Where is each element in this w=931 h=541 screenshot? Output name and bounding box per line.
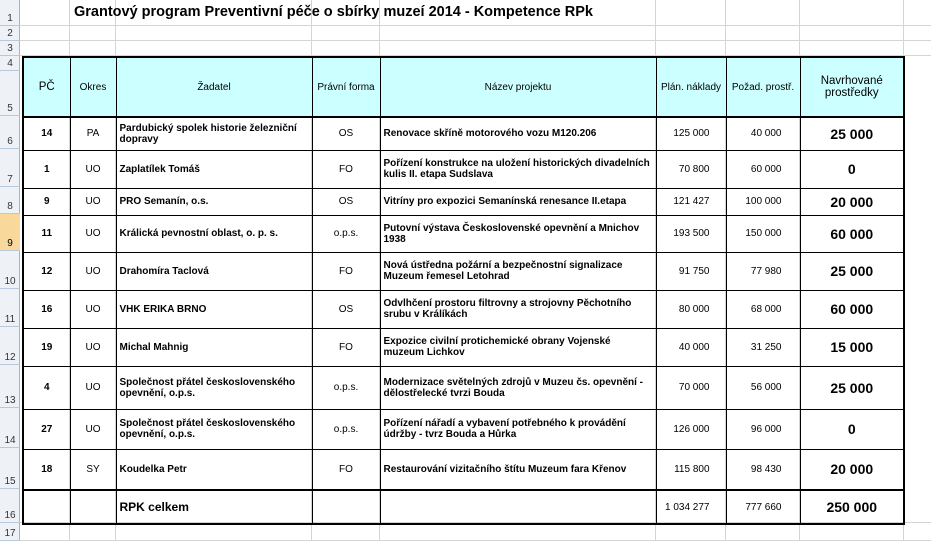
cell-pozad[interactable]: 60 000 [726, 150, 800, 188]
table-row [23, 449, 904, 490]
row-number[interactable]: 17 [0, 523, 20, 541]
cell-zadatel[interactable]: Pardubický spolek historie železniční dopravy [116, 117, 312, 150]
cell-navrh[interactable]: 25 000 [800, 117, 904, 150]
cell-projekt[interactable]: Vitríny pro expozici Semanínská renesance II.etapa [380, 188, 656, 215]
header-navrhovane[interactable]: Navrhované prostředky [800, 57, 904, 117]
cell-plan[interactable]: 91 750 [656, 252, 726, 290]
cell-navrh[interactable]: 0 [800, 409, 904, 449]
cell-pozad[interactable]: 68 000 [726, 290, 800, 328]
cell-pozad[interactable]: 77 980 [726, 252, 800, 290]
cell-okres[interactable]: UO [70, 328, 116, 366]
cell-okres[interactable]: UO [70, 409, 116, 449]
cell-plan[interactable]: 125 000 [656, 117, 726, 150]
cell-navrh[interactable]: 20 000 [800, 449, 904, 490]
row-number[interactable]: 16 [0, 489, 20, 523]
cell-zadatel[interactable]: Zaplatílek Tomáš [116, 150, 312, 188]
row-number[interactable]: 6 [0, 116, 20, 149]
cell-zadatel[interactable]: VHK ERIKA BRNO [116, 290, 312, 328]
cell-navrh[interactable]: 0 [800, 150, 904, 188]
cell-okres[interactable]: UO [70, 150, 116, 188]
table-row [23, 150, 904, 188]
cell-forma[interactable]: o.p.s. [312, 366, 380, 409]
cell-projekt[interactable]: Nová ústředna požární a bezpečnostní signalizace Muzeum řemesel Letohrad [380, 252, 656, 290]
table-row [23, 117, 904, 150]
cell-forma[interactable]: FO [312, 252, 380, 290]
cell-pozad[interactable]: 100 000 [726, 188, 800, 215]
cell-okres[interactable]: UO [70, 188, 116, 215]
cell-pc[interactable]: 27 [23, 409, 70, 449]
cell-projekt[interactable]: Pořízení nářadí a vybavení potřebného k provádění údržby - tvrz Bouda a Hůrka [380, 409, 656, 449]
header-pravni-forma[interactable]: Právní forma [312, 57, 380, 117]
cell-okres[interactable]: PA [70, 117, 116, 150]
header-okres[interactable]: Okres [70, 57, 116, 117]
cell-projekt[interactable]: Putovní výstava Československé opevnění a Mnichov 1938 [380, 215, 656, 252]
cell-plan[interactable]: 121 427 [656, 188, 726, 215]
total-empty-cell[interactable] [23, 490, 70, 524]
total-row [23, 490, 904, 524]
cell-zadatel[interactable]: PRO Semanín, o.s. [116, 188, 312, 215]
header-plan-naklady[interactable]: Plán. náklady [656, 57, 726, 117]
row-number[interactable]: 8 [0, 187, 20, 214]
cell-zadatel[interactable]: Společnost přátel československého opevnění, o.p.s. [116, 409, 312, 449]
cell-pc[interactable]: 19 [23, 328, 70, 366]
cell-zadatel[interactable]: Drahomíra Taclová [116, 252, 312, 290]
cell-okres[interactable]: UO [70, 366, 116, 409]
cell-plan[interactable]: 80 000 [656, 290, 726, 328]
cell-navrh[interactable]: 25 000 [800, 366, 904, 409]
cell-okres[interactable]: UO [70, 290, 116, 328]
cell-navrh[interactable]: 25 000 [800, 252, 904, 290]
cell-pozad[interactable]: 31 250 [726, 328, 800, 366]
cell-pc[interactable]: 16 [23, 290, 70, 328]
cell-pozad[interactable]: 150 000 [726, 215, 800, 252]
sheet-title[interactable]: Grantový program Preventivní péče o sbírky muzeí 2014 - Kompetence RPk [74, 4, 593, 20]
table-header-row [23, 57, 904, 117]
cell-plan[interactable]: 40 000 [656, 328, 726, 366]
cell-pozad[interactable]: 40 000 [726, 117, 800, 150]
cell-plan[interactable]: 193 500 [656, 215, 726, 252]
cell-navrh[interactable]: 15 000 [800, 328, 904, 366]
table-row [23, 252, 904, 290]
cell-zadatel[interactable]: Koudelka Petr [116, 449, 312, 490]
cell-forma[interactable]: FO [312, 150, 380, 188]
cell-plan[interactable]: 70 800 [656, 150, 726, 188]
cell-okres[interactable]: SY [70, 449, 116, 490]
cell-projekt[interactable]: Renovace skříně motorového vozu M120.206 [380, 117, 656, 150]
cell-navrh[interactable]: 60 000 [800, 215, 904, 252]
row-number[interactable]: 5 [0, 71, 20, 116]
cell-pozad[interactable]: 96 000 [726, 409, 800, 449]
table-row [23, 188, 904, 215]
cell-pc[interactable]: 18 [23, 449, 70, 490]
header-pc[interactable]: PČ [23, 57, 70, 117]
row-number[interactable]: 13 [0, 365, 20, 408]
grant-table [22, 56, 905, 525]
cell-forma[interactable]: OS [312, 188, 380, 215]
cell-okres[interactable]: UO [70, 215, 116, 252]
header-zadatel[interactable]: Žadatel [116, 57, 312, 117]
cell-zadatel[interactable]: Michal Mahnig [116, 328, 312, 366]
table-row [23, 328, 904, 366]
row-number[interactable]: 3 [0, 41, 20, 56]
table-row [23, 409, 904, 449]
cell-zadatel[interactable]: Králická pevnostní oblast, o. p. s. [116, 215, 312, 252]
cell-projekt[interactable]: Modernizace světelných zdrojů v Muzeu čs. opevnění - dělostřelecké tvrzi Bouda [380, 366, 656, 409]
row-number[interactable]: 10 [0, 251, 20, 289]
cell-forma[interactable]: OS [312, 290, 380, 328]
cell-plan[interactable]: 70 000 [656, 366, 726, 409]
row-number[interactable]: 15 [0, 448, 20, 489]
cell-forma[interactable]: FO [312, 328, 380, 366]
header-nazev-projektu[interactable]: Název projektu [380, 57, 656, 117]
cell-projekt[interactable]: Restaurování vizitačního štítu Muzeum fara Křenov [380, 449, 656, 490]
total-empty-cell[interactable] [312, 490, 380, 524]
cell-pc[interactable]: 1 [23, 150, 70, 188]
cell-pozad[interactable]: 98 430 [726, 449, 800, 490]
cell-projekt[interactable]: Pořízení konstrukce na uložení historických divadelních kulis II. etapa Sudslava [380, 150, 656, 188]
cell-pc[interactable]: 14 [23, 117, 70, 150]
header-pozad-prostr[interactable]: Požad. prostř. [726, 57, 800, 117]
row-number-selected[interactable]: 9 [0, 214, 20, 251]
cell-navrh[interactable]: 20 000 [800, 188, 904, 215]
row-number[interactable]: 14 [0, 408, 20, 448]
cell-plan[interactable]: 126 000 [656, 409, 726, 449]
cell-pc[interactable]: 9 [23, 188, 70, 215]
cell-pc[interactable]: 11 [23, 215, 70, 252]
row-number[interactable]: 2 [0, 26, 20, 41]
cell-forma[interactable]: o.p.s. [312, 215, 380, 252]
row-number[interactable]: 1 [0, 0, 20, 26]
table-row [23, 366, 904, 409]
cell-pozad[interactable]: 56 000 [726, 366, 800, 409]
row-number[interactable]: 12 [0, 327, 20, 365]
cell-projekt[interactable]: Expozice civilní protichemické obrany Vojenské muzeum Lichkov [380, 328, 656, 366]
row-number[interactable]: 11 [0, 289, 20, 327]
row-number[interactable]: 7 [0, 149, 20, 187]
cell-projekt[interactable]: Odvlhčení prostoru filtrovny a strojovny Pěchotního srubu v Králíkách [380, 290, 656, 328]
cell-forma[interactable]: OS [312, 117, 380, 150]
cell-forma[interactable]: FO [312, 449, 380, 490]
total-label[interactable]: RPK celkem [116, 490, 312, 524]
total-pozad[interactable]: 777 660 [726, 490, 800, 524]
cell-plan[interactable]: 115 800 [656, 449, 726, 490]
total-navrh[interactable]: 250 000 [800, 490, 904, 524]
cell-okres[interactable]: UO [70, 252, 116, 290]
cell-navrh[interactable]: 60 000 [800, 290, 904, 328]
row-number[interactable]: 4 [0, 56, 20, 71]
cell-pc[interactable]: 12 [23, 252, 70, 290]
table-row [23, 215, 904, 252]
total-empty-cell[interactable] [70, 490, 116, 524]
table-row [23, 290, 904, 328]
total-empty-cell[interactable] [380, 490, 656, 524]
cell-pc[interactable]: 4 [23, 366, 70, 409]
cell-zadatel[interactable]: Společnost přátel československého opevnění, o.p.s. [116, 366, 312, 409]
total-plan[interactable]: 1 034 277 [656, 490, 726, 524]
cell-forma[interactable]: o.p.s. [312, 409, 380, 449]
